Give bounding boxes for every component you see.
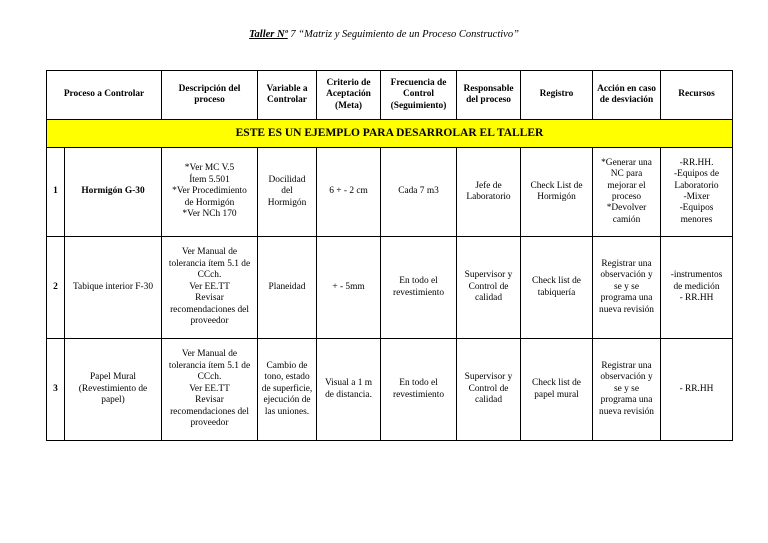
text-line: del [281, 186, 293, 197]
text-line: *Devolver [606, 203, 647, 214]
text-line: camión [612, 214, 641, 225]
text-line: revestimiento [392, 389, 445, 400]
record [521, 237, 593, 339]
text-line: Docilidad [268, 174, 306, 185]
text-line: CCch. [197, 270, 222, 281]
header-cell: Responsable del proceso [457, 71, 521, 120]
header-cell: Registro [521, 71, 593, 120]
text-line: recomendaciones del [170, 406, 249, 417]
text-line: programa una [600, 395, 653, 406]
row-number: 2 [47, 237, 65, 339]
text-line: de distancia. [325, 389, 372, 400]
table-row [47, 237, 733, 339]
text-line: Ver Manual de [181, 349, 238, 360]
process-name: Hormigón G-30 [65, 148, 162, 237]
text-line: calidad [474, 293, 503, 304]
control-variable [258, 148, 317, 237]
text-line: Check list de [532, 378, 581, 389]
text-line: nueva revisión [599, 406, 654, 417]
control-frequency [381, 339, 457, 441]
text-line: Control de [468, 383, 509, 394]
text-line: tabiquería [537, 287, 576, 298]
text-line: observación y [600, 372, 653, 383]
text-line: CCch. [197, 372, 222, 383]
text-line: revestimiento [392, 287, 445, 298]
deviation-action [593, 148, 661, 237]
text-line: se y se [614, 383, 639, 394]
text-line: Laboratorio [466, 192, 511, 202]
text-line: tolerancia ítem 5.1 de [168, 360, 251, 371]
text-line: Ver EE.TT [189, 383, 230, 394]
text-line: Supervisor y [464, 372, 513, 383]
process-name [65, 339, 162, 441]
text-line: Laboratorio [674, 180, 719, 191]
text-line: Visual a 1 m [324, 378, 373, 389]
text-line: se y se [614, 281, 639, 292]
header-cell: Descripción del proceso [162, 71, 258, 120]
header-cell: Variable a Controlar [258, 71, 317, 120]
text-line: -RR.HH. [679, 157, 714, 168]
text-line: Check list de [532, 276, 581, 287]
deviation-action [593, 237, 661, 339]
responsible [457, 148, 521, 237]
text-line: - RR.HH [679, 293, 714, 304]
text-line: NC para [610, 169, 643, 180]
text-line: programa una [600, 293, 653, 304]
text-line: Check List de [530, 180, 583, 191]
process-description [162, 148, 258, 237]
text-line: mejorar el [607, 180, 646, 191]
control-frequency: Cada 7 m3 [381, 148, 457, 237]
responsible [457, 237, 521, 339]
record [521, 148, 593, 237]
text-line: Ítem 5.501 [189, 174, 230, 185]
text-line: de superficie, [261, 383, 313, 394]
text-line: *Ver NCh 170 [182, 209, 237, 220]
text-line: de medición [673, 281, 720, 292]
text-line: *Ver MC V.5 [184, 163, 235, 174]
text-line: proceso [611, 192, 642, 202]
example-banner: ESTE ES UN EJEMPLO PARA DESARROLAR EL TALLER [47, 120, 733, 148]
text-line: Revisar [195, 395, 224, 406]
acceptance-criteria: 6 + - 2 cm [317, 148, 381, 237]
text-line: Supervisor y [464, 270, 513, 281]
text-line: Ver Manual de [181, 247, 238, 258]
text-line: Registrar una [601, 258, 652, 269]
process-matrix-table [46, 70, 733, 441]
text-line: En todo el [399, 378, 438, 389]
text-line: Hormigón [267, 197, 307, 208]
resources [661, 148, 733, 237]
resources [661, 237, 733, 339]
text-line: Papel Mural [89, 372, 137, 383]
text-line: -Mixer [683, 192, 710, 202]
text-line: papel mural [534, 389, 579, 400]
header-cell: Acción en caso de desviación [593, 71, 661, 120]
text-line: Revisar [195, 293, 224, 304]
text-line: de Hormigón [184, 197, 235, 208]
document-title [0, 29, 768, 40]
title-degree: º [284, 29, 288, 40]
text-line: tono, estado [264, 372, 310, 383]
text-line: -instrumentos [670, 270, 723, 281]
example-banner-row [47, 120, 733, 148]
control-variable: Planeidad [258, 237, 317, 339]
text-line: -Equipos de [673, 169, 720, 180]
text-line: papel) [101, 395, 125, 406]
row-number: 3 [47, 339, 65, 441]
header-cell: Proceso a Controlar [47, 71, 162, 120]
text-line: las uniones. [264, 406, 310, 417]
text-line: proveedor [190, 316, 229, 327]
text-line: *Ver Procedimiento [172, 186, 247, 197]
control-frequency [381, 237, 457, 339]
text-line: nueva revisión [599, 304, 654, 315]
control-variable [258, 339, 317, 441]
text-line: Registrar una [601, 360, 652, 371]
text-line: recomendaciones del [170, 304, 249, 315]
text-line: tolerancia ítem 5.1 de [168, 258, 251, 269]
text-line: observación y [600, 270, 653, 281]
text-line: Control de [468, 281, 509, 292]
process-description [162, 237, 258, 339]
text-line: (Revestimiento de [78, 383, 148, 394]
text-line: En todo el [399, 276, 438, 287]
header-cell: Frecuencia de Control (Seguimiento) [381, 71, 457, 120]
text-line: Jefe de [475, 180, 502, 191]
resources: - RR.HH [661, 339, 733, 441]
title-prefix: Taller N [249, 29, 285, 40]
text-line: Ver EE.TT [189, 281, 230, 292]
text-line: calidad [474, 395, 503, 406]
text-line: Hormigón [537, 192, 576, 202]
row-number: 1 [47, 148, 65, 237]
process-name: Tabique interior F-30 [65, 237, 162, 339]
header-row [47, 71, 733, 120]
header-cell: Recursos [661, 71, 733, 120]
responsible [457, 339, 521, 441]
text-line: menores [680, 214, 713, 225]
acceptance-criteria [317, 339, 381, 441]
acceptance-criteria: + - 5mm [317, 237, 381, 339]
text-line: proveedor [190, 418, 229, 429]
record [521, 339, 593, 441]
text-line: Cambio de [266, 360, 308, 371]
text-line: ejecución de [263, 395, 311, 406]
title-rest: 7 “Matriz y Seguimiento de un Proceso Constructivo” [287, 29, 519, 40]
process-description [162, 339, 258, 441]
text-line: *Generar una [601, 157, 652, 168]
deviation-action [593, 339, 661, 441]
header-cell: Criterio de Aceptación (Meta) [317, 71, 381, 120]
text-line: -Equipos [679, 203, 714, 214]
table-row [47, 339, 733, 441]
table-row [47, 148, 733, 237]
